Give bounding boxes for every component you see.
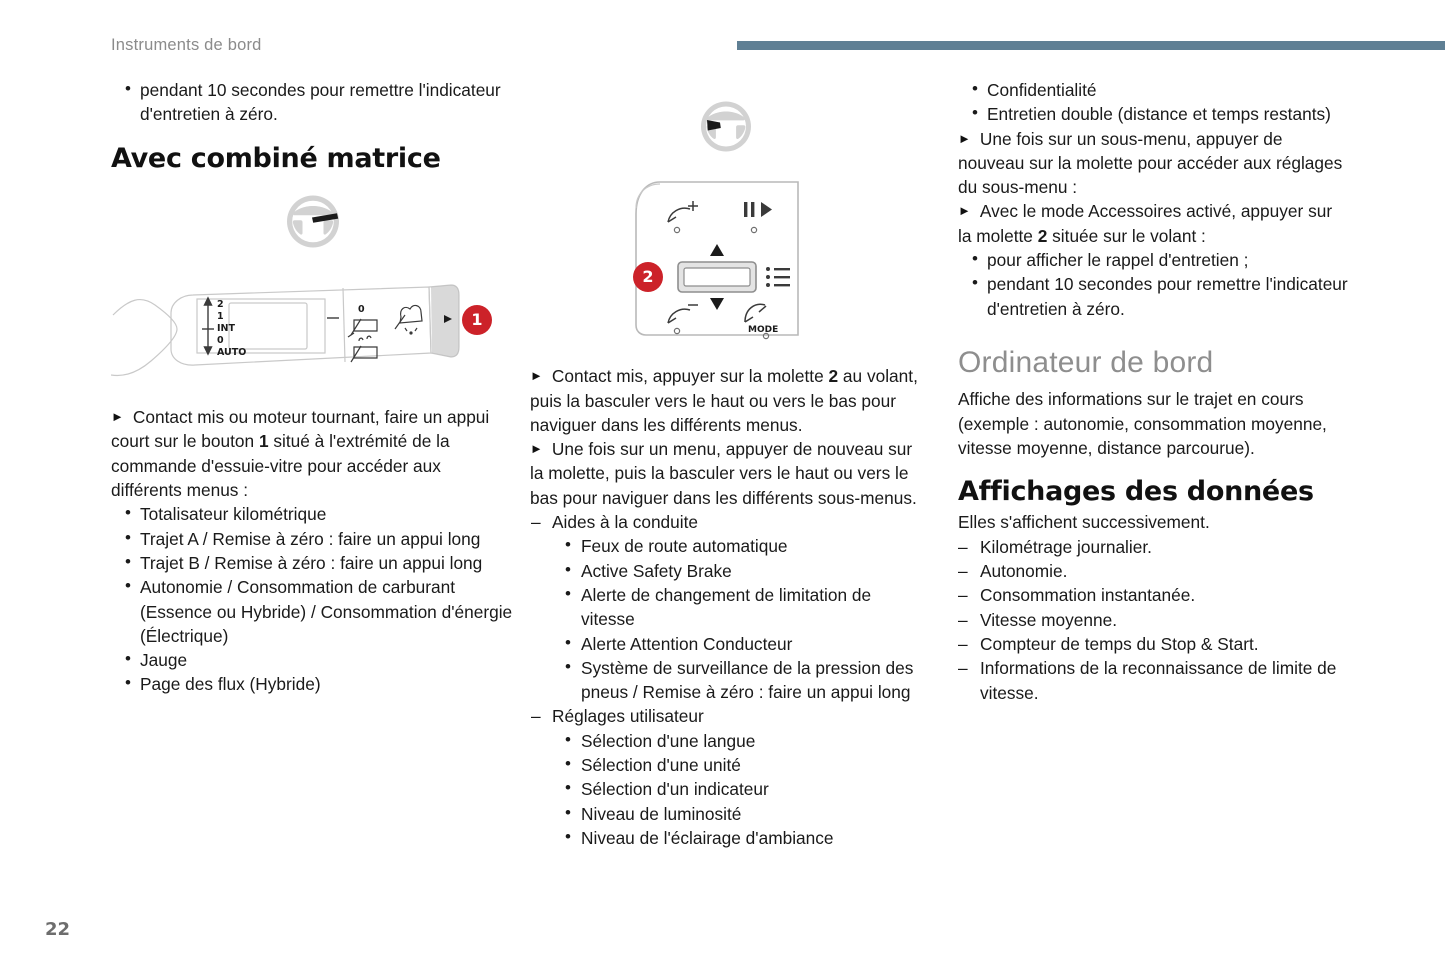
menu-group-items [552,534,922,704]
menu-list [111,502,516,696]
accessories-actions-list [958,248,1348,321]
heading-affichages-des-donnees: Affichages des données [958,476,1314,508]
list-item: • Feux de route automatique [552,534,922,558]
running-head: Instruments de bord [111,36,262,54]
menu-group [530,704,922,850]
steering-wheel-figure-right [111,193,516,255]
page-header [0,0,1445,78]
list-item: • Sélection d'un indicateur [552,777,922,801]
callout-badge-2: 2 [633,262,663,292]
list-item: – Autonomie. [958,559,1348,583]
paragraph-submenu-settings [958,127,1348,200]
mode-label: MODE [748,325,779,336]
list-item: • Totalisateur kilométrique [111,502,516,526]
list-item: • Alerte de changement de limitation de vitesse [552,583,922,632]
steering-wheel-left-controls-icon [693,100,759,152]
column-left [111,78,516,697]
list-item: • Active Safety Brake [552,559,922,583]
page-number: 22 [45,919,71,940]
scroll-down-arrow-icon [710,298,724,310]
paragraph-text-a: Contact mis ou moteur tournant, faire un appui court sur le bouton [111,407,490,452]
button-reference-1: 1 [258,431,269,452]
scroll-up-arrow-icon [710,244,724,256]
roller-reference-2: 2 [828,366,839,387]
wiper-stalk-figure [111,265,516,393]
list-item: • Système de surveillance de la pression des pneus / Remise à zéro : faire un appui long [552,656,922,705]
menu-group-items [552,729,922,850]
paragraph-text: Une fois sur un sous-menu, appuyer de nouveau sur la molette pour accéder aux réglages du sous-menu : [958,128,1343,198]
list-item: • Autonomie / Consommation de carburant (Essence ou Hybride) / Consommation d'énergie (Électrique) [111,575,516,648]
arrow-glyph: ► [958,203,971,219]
menu-group-label: Réglages utilisateur [552,706,704,727]
list-item: – Informations de la reconnaissance de limite de vitesse. [958,656,1348,705]
paragraph-submenu-navigation [530,437,922,510]
list-item: • Entretien double (distance et temps restants) [958,102,1348,126]
paragraph-access-menus [111,405,516,502]
arrow-glyph: ► [958,130,971,146]
list-item: – Kilométrage journalier. [958,535,1348,559]
list-item: • Alerte Attention Conducteur [552,632,922,656]
svg-text:AUTO: AUTO [217,347,247,359]
roller-switch-icon [678,262,756,292]
paragraph-accessories-mode [958,199,1348,248]
steering-controls-figure [530,172,922,352]
svg-text:2: 2 [217,299,224,311]
intro-bullet-list [111,78,516,127]
paragraph-text-a: Avec le mode Accessoires activé, appuyer sur la molette [958,201,1333,246]
heading-ordinateur-de-bord: Ordinateur de bord [958,345,1214,379]
list-item: • Page des flux (Hybride) [111,672,516,696]
submenu-top-list [958,78,1348,127]
arrow-glyph: ► [530,368,543,384]
svg-text:0: 0 [358,304,365,316]
paragraph-text-b: située sur le volant : [1047,225,1206,246]
wiper-stalk-diagram-icon [111,265,516,393]
svg-text:0: 0 [217,335,224,347]
list-item: • Trajet B / Remise à zéro : faire un appui long [111,551,516,575]
header-rule [737,41,1445,50]
list-item: • Sélection d'une langue [552,729,922,753]
roller-reference-2: 2 [1037,225,1048,246]
column-right [958,78,1348,705]
list-item: • pendant 10 secondes pour remettre l'indicateur d'entretien à zéro. [958,272,1348,321]
arrow-glyph: ► [111,409,124,425]
list-item: • Niveau de luminosité [552,802,922,826]
list-item: • Jauge [111,648,516,672]
paragraph-text-a: Contact mis, appuyer sur la molette [551,366,829,387]
heading-avec-combine-matrice: Avec combiné matrice [111,142,441,174]
indicator-dot [751,228,756,233]
menu-group-label: Aides à la conduite [552,512,699,533]
steering-wheel-right-stalk-icon [271,193,357,249]
svg-text:INT: INT [217,323,235,335]
svg-text:1: 1 [217,311,224,323]
steering-wheel-figure-left [530,100,922,158]
indicator-dot [674,329,679,334]
data-display-list [958,535,1348,705]
callout-badge-1: 1 [462,305,492,335]
paragraph-text: Une fois sur un menu, appuyer de nouveau sur la molette, puis la basculer vers le haut ou vers le bas pour naviguer dans les différents sous-menus. [530,439,917,508]
paragraph-text-b: situé à l'extrémité de la commande d'essuie-vitre pour accéder aux différents menus : [111,431,450,501]
arrow-glyph: ► [530,441,543,457]
list-item: – Consommation instantanée. [958,583,1348,607]
list-item: • Niveau de l'éclairage d'ambiance [552,826,922,850]
steering-wheel-control-pad-icon [530,172,922,352]
list-item: • Trajet A / Remise à zéro : faire un appui long [111,527,516,551]
page-columns [0,78,1445,878]
column-middle [530,78,922,850]
list-item: – Compteur de temps du Stop & Start. [958,632,1348,656]
list-item: – Vitesse moyenne. [958,608,1348,632]
menu-group [530,510,922,704]
indicator-dot [674,228,679,233]
list-item: • Confidentialité [958,78,1348,102]
paragraph-wheel-roller [530,364,922,437]
menu-list-icon [766,267,790,287]
paragraph-text-b: au volant, puis la basculer vers le haut ou vers le bas pour naviguer dans les différents menus. [530,366,918,435]
menu-group-list [530,510,922,850]
list-item: • pendant 10 secondes pour remettre l'indicateur d'entretien à zéro. [111,78,516,127]
paragraph-data-display-intro: Elles s'affichent successivement. [958,512,1210,533]
list-item: • Sélection d'une unité [552,753,922,777]
paragraph-trip-computer-intro: Affiche des informations sur le trajet en cours (exemple : autonomie, consommation moyenne, vitesse moyenne, distance parcourue). [958,389,1327,458]
list-item: • pour afficher le rappel d'entretien ; [958,248,1348,272]
